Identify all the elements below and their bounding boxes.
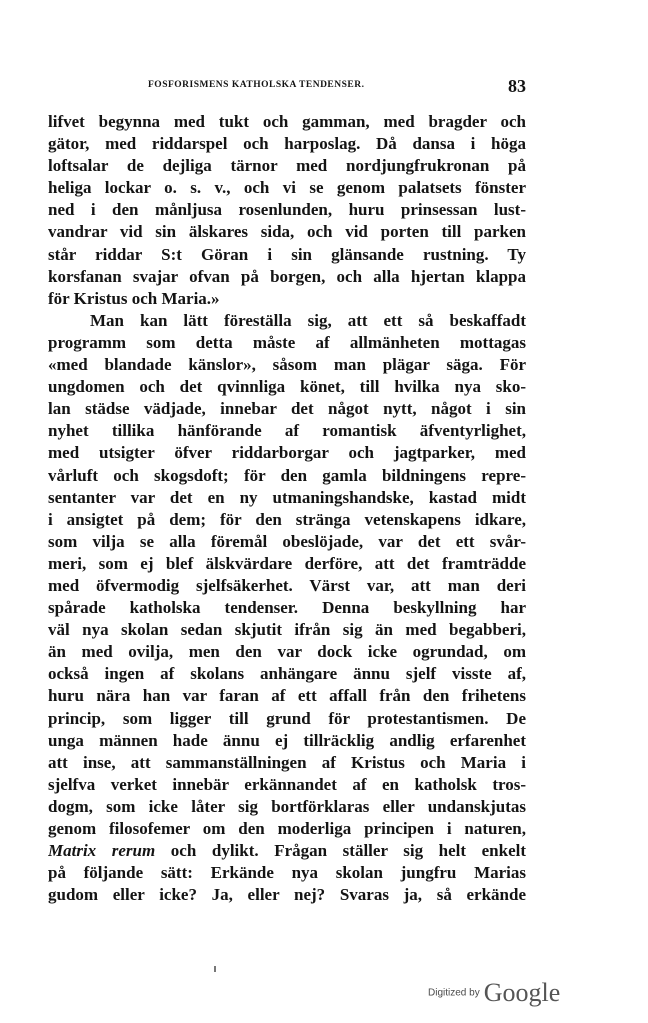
text-line: huru nära han var faran af ett affall från den frihetens <box>48 686 526 706</box>
italic-phrase: Matrix rerum <box>48 841 156 861</box>
text-line: ned i den månljusa rosenlunden, huru prinsessan lust- <box>48 200 526 220</box>
text-line: dogm, som icke låter sig bortförklaras eller undanskjutas <box>48 796 526 816</box>
stray-print-mark <box>214 966 216 972</box>
text-line: loftsalar de dejliga tärnor med nordjungfrukronan på <box>48 156 526 176</box>
text-line: väl nya skolan sedan skjutit ifrån sig än med begabberi, <box>48 620 526 640</box>
digitized-watermark <box>428 978 560 1008</box>
paragraph-start-line: Man kan lätt föreställa sig, att ett så beskaffadt <box>90 310 526 330</box>
text-line: ungdomen och det qvinnliga könet, till hvilka nya sko- <box>48 377 526 397</box>
text-line: vandrar vid sin älskares sida, och vid porten till parken <box>48 222 526 242</box>
page-header <box>48 76 526 98</box>
text-line: i ansigtet på dem; för den stränga vetenskapens idkare, <box>48 509 526 529</box>
text-line: programm som detta måste af allmänheten mottagas <box>48 332 526 352</box>
text-line: med öfvermodig sjelfsäkerhet. Värst var, att man deri <box>48 575 526 595</box>
text-line: gätor, med riddarspel och harposlag. Då dansa i höga <box>48 134 526 154</box>
text-line: meri, som ej blef älskvärdare derföre, att det framträdde <box>48 553 526 573</box>
text-line: än med ovilja, men den var dock icke ogrundad, om <box>48 642 526 662</box>
text-line: sentanter var det en ny utmaningshandske, kastad midt <box>48 487 526 507</box>
text-line: som vilja se alla föremål obeslöjade, var det ett svår- <box>48 531 526 551</box>
text-line: lan städse vädjade, innebar det något nytt, något i sin <box>48 399 526 419</box>
text-line: princip, som ligger till grund för protestantismen. De <box>48 708 526 728</box>
text-line: för Kristus och Maria.» <box>48 288 220 308</box>
running-head: FOSFORISMENS KATHOLSKA TENDENSER. <box>148 80 365 90</box>
text-line: med utsigter öfver riddarborgar och jagtparker, med <box>48 443 526 463</box>
text-line: på följande sätt: Erkände nya skolan jungfru Marias <box>48 863 526 883</box>
text-line: sjelfva verket innebär erkännandet af en katholsk tros- <box>48 774 526 794</box>
text-line: genom filosofemer om den moderliga principen i naturen, <box>48 819 526 838</box>
page-number: 83 <box>508 76 526 96</box>
google-logo: Google <box>483 978 561 1007</box>
text-line: gudom eller icke? Ja, eller nej? Svaras ja, så erkände <box>48 885 526 905</box>
text-line: unga männen hade ännu ej tillräcklig andlig erfarenhet <box>48 730 526 750</box>
text-line: spårade katholska tendenser. Denna beskyllning har <box>48 598 526 618</box>
text-line: vårluft och skogsdoft; för den gamla bildningens repre- <box>48 465 526 485</box>
text-line: heliga lockar o. s. v., och vi se genom palatsets fönster <box>48 178 526 198</box>
text-line: «med blandade känslor», såsom man plägar säga. För <box>48 355 526 375</box>
text-line-with-italic <box>48 840 526 862</box>
text-line: nyhet tillika hänförande af romantisk äfventyrlighet, <box>48 421 526 441</box>
text-line: står riddar S:t Göran i sin glänsande rustning. Ty <box>48 244 526 264</box>
text-line: att inse, att sammanställningen af Kristus och Maria i <box>48 752 526 772</box>
body-text <box>48 111 526 906</box>
digitized-by-label: Digitized by <box>428 987 480 999</box>
text-line: lifvet begynna med tukt och gamman, med bragder och <box>48 112 526 131</box>
text-line: också ingen af skolans anhängare ännu sjelf visste af, <box>48 664 526 684</box>
text-line-rest: och dylikt. Frågan ställer sig helt enkelt <box>170 841 526 861</box>
text-line: korsfanan svajar ofvan på borgen, och alla hjertan klappa <box>48 266 526 286</box>
